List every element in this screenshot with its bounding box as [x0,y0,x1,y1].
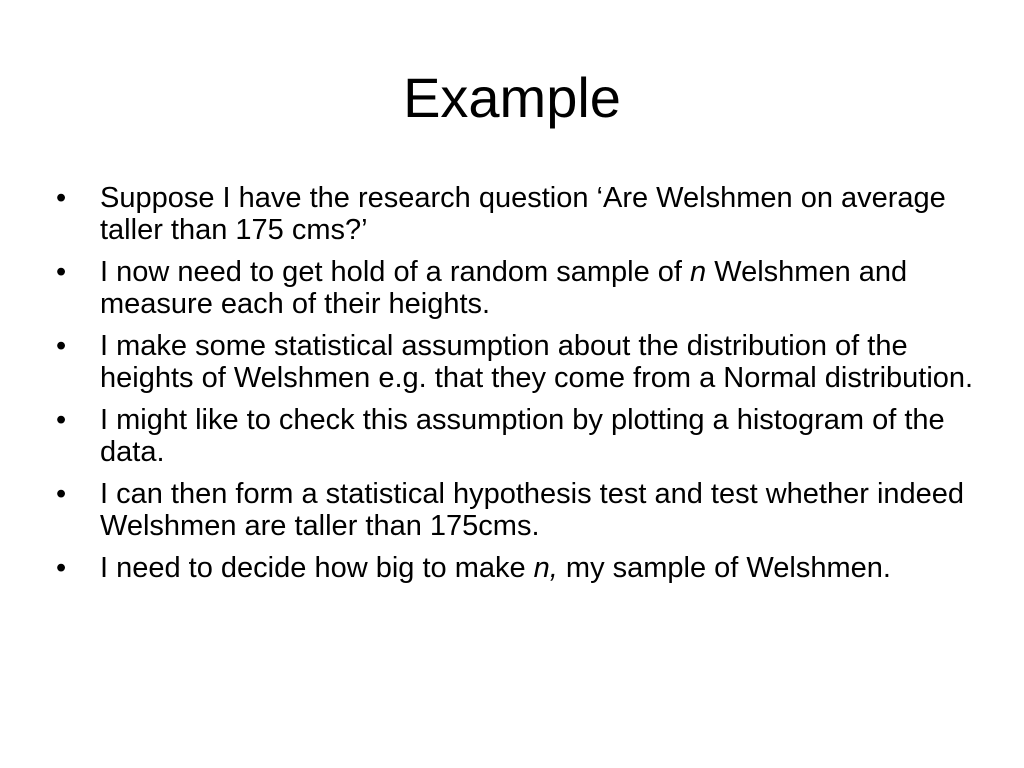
bullet-text: I can then form a statistical hypothesis test and test whether indeed Welshmen are taller than 175cms. [100,478,965,542]
bullet-point: • [56,404,67,436]
bullet-point: • [56,478,67,510]
bullet-item [56,182,976,246]
bullet-text-part: my sample of Welshmen. [557,552,891,584]
bullet-item [56,256,976,320]
bullet-text-part: I now need to get hold of a random sample of [100,256,691,288]
slide-title: Example [403,66,621,129]
bullet-list [56,182,976,594]
bullet-item [56,330,976,394]
bullet-text: I might like to check this assumption by plotting a histogram of the data. [100,404,945,468]
bullet-item [56,478,976,542]
bullet-point: • [56,552,67,584]
bullet-text-part: Welshmen and measure each of their heights. [100,256,908,320]
bullet-item [56,404,976,468]
bullet-text-part: I need to decide how big to make [100,552,534,584]
bullet-text: I make some statistical assumption about the distribution of the heights of Welshmen e.g. that they come from a Normal distribution. [100,330,974,394]
bullet-point: • [56,256,67,288]
bullet-text: Suppose I have the research question ‘Are Welshmen on average taller than 175 cms?’ [100,182,946,246]
bullet-point: • [56,182,67,214]
bullet-italic-variable: n [690,256,707,288]
bullet-item [56,552,976,584]
bullet-italic-variable: n, [533,552,558,584]
bullet-point: • [56,330,67,362]
